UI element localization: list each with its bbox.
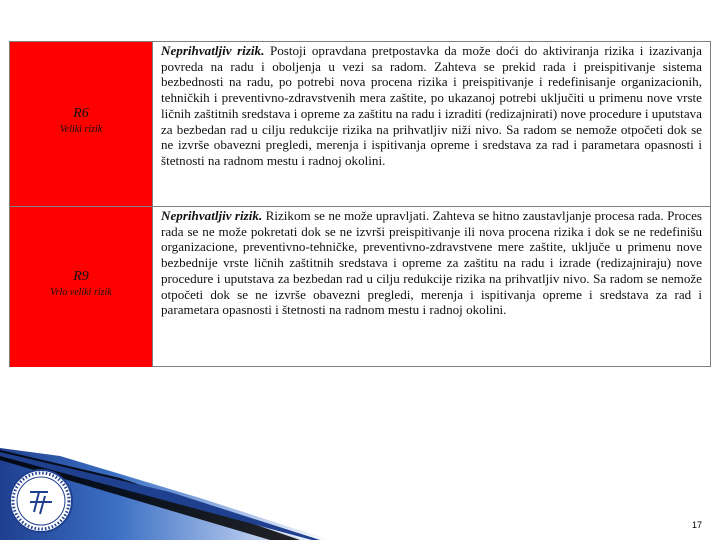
- risk-label: Vrlo veliki rizik: [50, 287, 112, 298]
- risk-heading: Neprihvatljiv rizik.: [161, 208, 263, 223]
- footer-decoration-band: [0, 448, 720, 540]
- risk-code: R9: [73, 269, 89, 284]
- risk-label: Veliki rizik: [59, 124, 103, 135]
- risk-level-cell: [10, 207, 153, 367]
- university-seal-icon: [8, 468, 74, 534]
- risk-heading: Neprihvatljiv rizik.: [161, 43, 265, 58]
- risk-description: [153, 42, 710, 206]
- risk-row-r6: [10, 42, 710, 206]
- risk-level-cell: [10, 42, 153, 206]
- page-number: 17: [691, 520, 702, 530]
- risk-text: Rizikom se ne može upravljati. Zahteva se hitno zaustavljanje procesa rada. Proces rada se ne može pokretati dok se ne izvrši preispitivanje ili nova procena rizika i dok se ne redefinišu organizacione, preventivno-tehničke, preventivno-zdravstvene mere zaštite, uključe u primenu nove bezbednije vrste ličnih zaštitnih sredstava i opreme za zaštitu na radu i izrade (redizajniraju) nove procedure i uputstava za bezbedan rad u cilju redukcije rizika na prihvatljiv nivo. Sa radom se nemože otpočeti dok se ne izvrše obavezni pregledi, merenja i ispitivanja opreme i sredstava za rad i parametara opasnosti i štetnosti na radnom mestu i radnoj okolini.: [161, 208, 702, 318]
- risk-table: [9, 41, 711, 367]
- risk-row-r9: [10, 206, 710, 367]
- risk-text: Postoji opravdana pretpostavka da može doći do aktiviranja rizika i izazivanja povreda na radu i oboljenja u vezi sa radom. Zahteva se prekid rada i preispitivanje sistema bezbednosti na radu, po potrebi nova procena rizika i preispitivanje i redefinisanje organizacionih, tehničkih i preventivno-zdravstvenih mera zaštite, po ukazanoj potrebi uključiti u primenu nove vrste ličnih zaštitnih sredstava i opreme za zaštitu na radu i izraditi (redizajnirati) nove procedure i uputstava za bezbedan rad u cilju redukcije rizika na prihvatljiv niži nivo. Sa radom se nemože otpočeti dok se ne izvrše obavezni pregledi, merenja i ispitivanja opreme i sredstava za rad i parametara opasnosti i štetnosti na radnom mestu i radnoj okolini.: [161, 43, 702, 168]
- risk-code: R6: [73, 106, 89, 121]
- risk-description: [153, 207, 710, 367]
